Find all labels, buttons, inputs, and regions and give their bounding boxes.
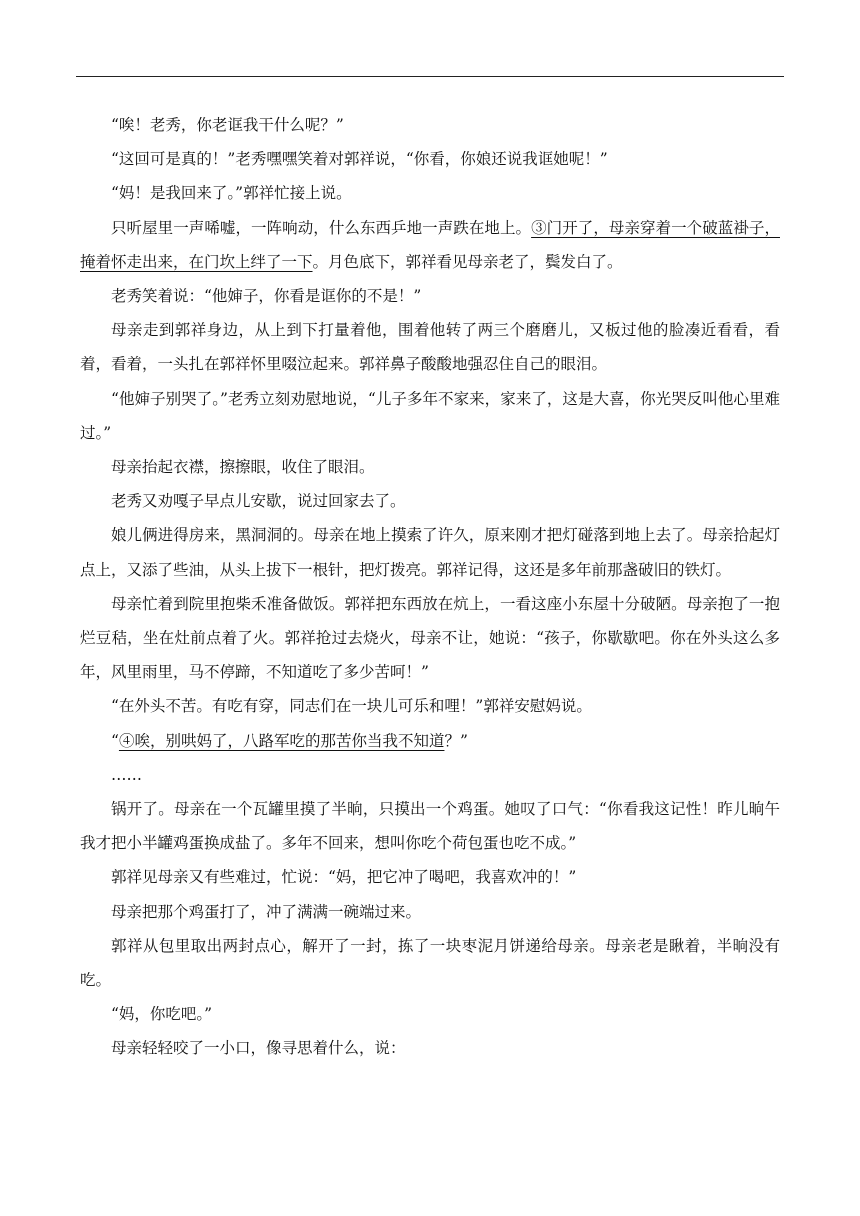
paragraph-text: ？” <box>444 731 468 750</box>
paragraph: 母亲轻轻咬了一小口，像寻思着什么，说： <box>111 1039 406 1058</box>
paragraph: 母亲抬起衣襟，擦擦眼，收住了眼泪。 <box>111 458 375 477</box>
paragraph: “唉！老秀，你老诓我干什么呢？” <box>111 116 344 134</box>
paragraph: “妈！是我回来了。”郭祥忙接上说。 <box>111 184 352 203</box>
paragraph: 娘儿俩进得房来，黑洞洞的。母亲在地上摸索了许久，原来刚才把灯碰落到地上去了。母亲拾起灯点上，又添了些油，从头上拔下一根针，把灯拨亮。郭祥记得，这还是多年前那盏破旧的铁灯。 <box>80 526 780 579</box>
paragraph: 锅开了。母亲在一个瓦罐里摸了半晌，只摸出一个鸡蛋。她叹了口气：“你看我这记性！昨儿晌午我才把小半罐鸡蛋换成盐了。多年不回来，想叫你吃个荷包蛋也吃不成。” <box>80 800 780 853</box>
paragraph: “在外头不苦。有吃有穿，同志们在一块儿可乐和哩！”郭祥安慰妈说。 <box>111 697 592 716</box>
paragraph: 郭祥见母亲又有些难过，忙说：“妈，把它冲了喝吧，我喜欢冲的！” <box>111 868 577 887</box>
paragraph: 母亲走到郭祥身边，从上到下打量着他，围着他转了两三个磨磨儿，又板过他的脸凑近看看，看着，看着，一头扎在郭祥怀里啜泣起来。郭祥鼻子酸酸地强忍住自己的眼泪。 <box>80 321 780 374</box>
paragraph-text: “ <box>111 731 119 750</box>
paragraph: 母亲忙着到院里抱柴禾准备做饭。郭祥把东西放在炕上，一看这座小东屋十分破陋。母亲抱了一抱烂豆秸，坐在灶前点着了火。郭祥抢过去烧火，母亲不让，她说：“孩子，你歇歇吧。你在外头这么多年，风里雨里，马不停蹄，不知道吃了多少苦呵！” <box>80 594 780 682</box>
paragraph: “妈，你吃吧。” <box>111 1005 213 1024</box>
ellipsis-line: …… <box>111 765 142 784</box>
paragraph: “他婶子别哭了。”老秀立刻劝慰地说，“儿子多年不家来，家来了，这是大喜，你光哭反叫他心里难过。” <box>80 389 780 442</box>
underlined-sentence-3: ③门开了，母亲穿着一个破蓝褂子，掩着怀走出来，在门坎上绊了一下 <box>80 218 780 271</box>
paragraph-text: 只听屋里一声唏嘘，一阵响动，什么东西乒地一声跌在地上。 <box>111 218 532 237</box>
paragraph: “这回可是真的！”老秀嘿嘿笑着对郭祥说，“你看，你娘还说我诓她呢！” <box>111 150 608 169</box>
paragraph-text: 。月色底下，郭祥看见母亲老了，鬓发白了。 <box>312 252 623 271</box>
paragraph: 郭祥从包里取出两封点心，解开了一封，拣了一块枣泥月饼递给母亲。母亲老是瞅着，半晌没有吃。 <box>80 936 780 990</box>
document-body <box>80 108 780 1066</box>
paragraph-with-underline-4 <box>80 724 780 758</box>
paragraph-with-underline-3 <box>80 211 780 279</box>
paragraph: 老秀笑着说：“他婶子，你看是诓你的不是！” <box>111 287 422 306</box>
paragraph: 母亲把那个鸡蛋打了，冲了满满一碗端过来。 <box>111 902 422 921</box>
underlined-sentence-4: ④唉，别哄妈了，八路军吃的那苦你当我不知道 <box>118 731 445 750</box>
paragraph: 老秀又劝嘎子早点儿安歇，说过回家去了。 <box>111 492 406 511</box>
header-rule <box>76 76 784 77</box>
